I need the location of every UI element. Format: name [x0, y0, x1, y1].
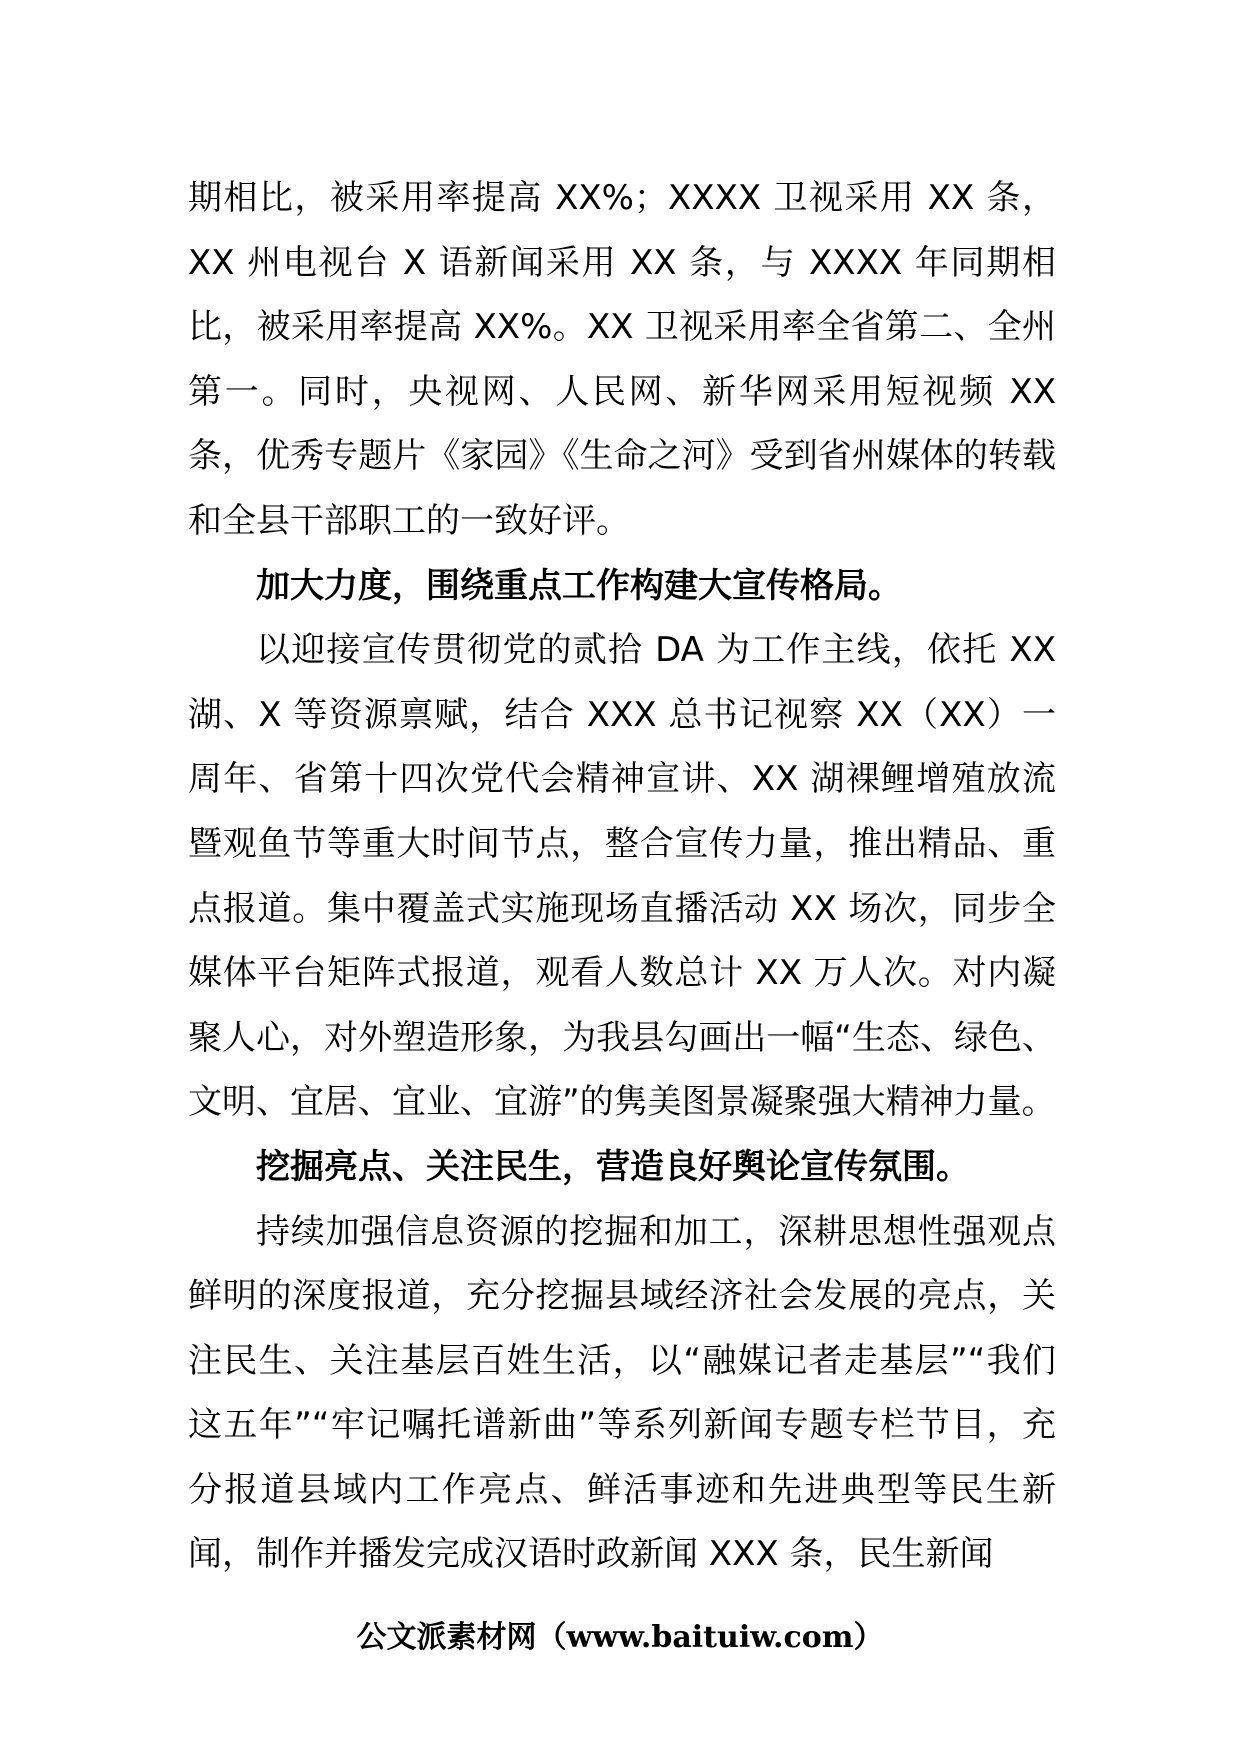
- paragraph-livelihood: 持续加强信息资源的挖掘和加工，深耕思想性强观点鲜明的深度报道，充分挖掘县域经济社会发展的亮点，关注民生、关注基层百姓生活，以“融媒记者走基层”“我们这五年”“牢记嘱托谱新曲”等系列新闻专题专栏节目，充分报道县域内工作亮点、鲜活事迹和先进典型等民生新闻，制作并播发完成汉语时政新闻 XXX 条，民生新闻: [188, 1211, 1056, 1575]
- section-heading-publicity-pattern: 加大力度，围绕重点工作构建大宣传格局。: [256, 565, 902, 606]
- section-heading-livelihood: 挖掘亮点、关注民生，营造良好舆论宣传氛围。: [256, 1146, 970, 1187]
- paragraph-continuation: 期相比，被采用率提高 XX%；XXXX 卫视采用 XX 条，XX 州电视台 X 语新闻采用 XX 条，与 XXXX 年同期相比，被采用率提高 XX%。XX 卫视采用率全省第二、全州第一。同时，央视网、人民网、新华网采用短视频 XX 条，优秀专题片《家园》《生命之河》受到省州媒体的转载和全县干部职工的一致好评。: [188, 178, 1056, 541]
- document-body: [188, 166, 1056, 1587]
- page-footer: 公文派素材网（www.baituiw.com）: [356, 1620, 884, 1655]
- paragraph-publicity-pattern: 以迎接宣传贯彻党的贰拾 DA 为工作主线，依托 XX 湖、X 等资源禀赋，结合 XXX 总书记视察 XX（XX）一周年、省第十四次党代会精神宣讲、XX 湖裸鲤增殖放流暨观鱼节等重大时间节点，整合宣传力量，推出精品、重点报道。集中覆盖式实施现场直播活动 XX 场次，同步全媒体平台矩阵式报道，观看人数总计 XX 万人次。对内凝聚人心，对外塑造形象，为我县勾画出一幅“生态、绿色、文明、宜居、宜业、宜游”的隽美图景凝聚强大精神力量。: [188, 630, 1056, 1123]
